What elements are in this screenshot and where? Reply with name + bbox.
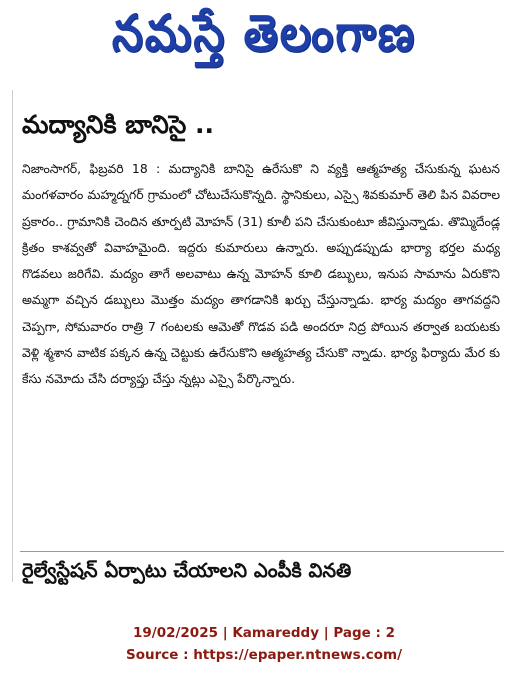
footer [0,622,528,666]
next-article-headline: రైల్వేస్టేషన్ ఏర్పాటు చేయాలని ఎంపీకి వినతి [22,559,352,582]
article-body: నిజాంసాగర్, ఫిబ్రవరి 18 : మద్యానికి బానిసై ఉరేసుకొ ని వ్యక్తి ఆత్మహత్య చేసుకున్న ఘటన మంగళవారం మహ్మద్నగర్ గ్రామంలో చోటుచేసుకొన్నది. స్థానికులు, ఎస్సై శివకుమార్ తెలి పిన వివరాల ప్రకారం.. గ్రామానికి చెందిన తూర్పటి మోహన్ (31) కూలీ పని చేసుకుంటూ జీవిస్తున్నాడు. తొమ్మిదేండ్ల క్రితం కాశవ్వతో వివాహమైంది. ఇద్దరు కుమారులు ఉన్నారు. అప్పుడప్పుడు భార్యా భర్తల మధ్య గొడవలు జరిగేవి. మద్యం తాగే అలవాటు ఉన్న మోహన్ కూలి డబ్బులు, ఇనుప సామాను ఏరుకొని అమ్మగా వచ్చిన డబ్బులు మొత్తం మద్యం తాగడానికి ఖర్చు చేస్తున్నాడు. భార్య మద్యం తాగవద్దని చెప్పగా, సోమవారం రాత్రి 7 గంటలకు ఆమెతో గొడవ పడి అందరూ నిద్ర పోయిన తర్వాత బయటకు వెళ్లి శ్మశాన వాటిక పక్కన ఉన్న చెట్టుకు ఉరేసుకొని ఆత్మహత్య చేసుకొ న్నాడు. భార్య ఫిర్యాదు మేర కు కేసు నమోదు చేసి దర్యాప్తు చేస్తు న్నట్లు ఎస్సై పేర్కొన్నారు. [22,161,500,387]
footer-meta: 19/02/2025 | Kamareddy | Page : 2 [132,625,395,641]
masthead [0,0,528,80]
article-separator [20,551,504,552]
article-headline: మద్యానికి బానిసై .. [22,110,215,139]
footer-source: Source : https://epaper.ntnews.com/ [125,647,403,663]
newspaper-logo: నమస్తే తెలంగాణ [111,4,417,63]
